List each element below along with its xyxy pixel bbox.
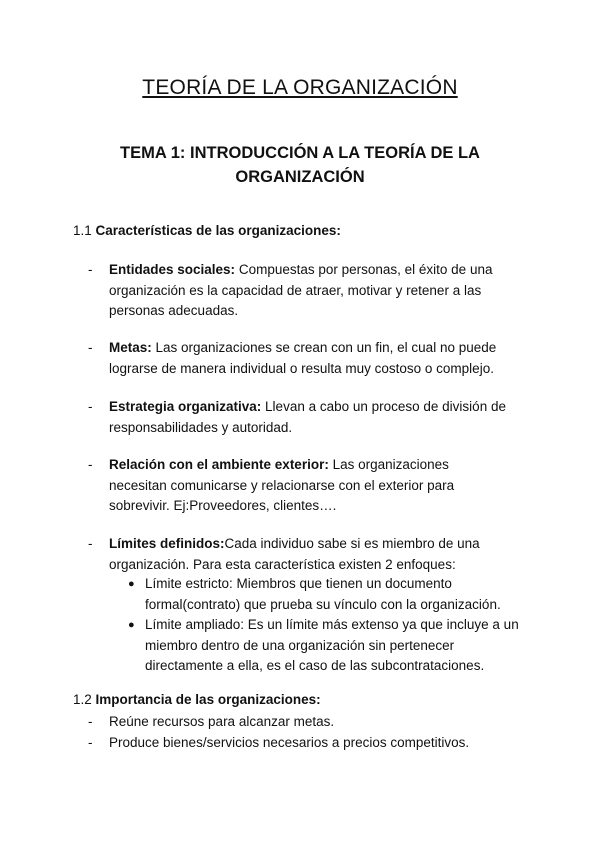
sub-item-text: Límite estricto: Miembros que tienen un documento formal(contrato) que prueba su vínculo con la organización. [145, 576, 501, 612]
dash-bullet: - [88, 457, 93, 472]
dash-bullet: - [88, 714, 93, 729]
topic-title: TEMA 1: INTRODUCCIÓN A LA TEORÍA DE LA ORGANIZACIÓN [120, 144, 480, 186]
item-text: Compuestas por personas, el éxito de una organización es la capacidad de atraer, motivar y retener a las personas adecuadas. [109, 262, 493, 318]
dash-bullet: - [88, 262, 93, 277]
item-term: Límites definidos: [109, 536, 225, 551]
section-heading-1-2 [73, 692, 321, 707]
section-number: 1.1 [73, 223, 96, 238]
section-title: Importancia de las organizaciones: [95, 692, 321, 707]
bullet-dot-icon: ● [128, 578, 135, 590]
item-text: Reúne recursos para alcanzar metas. [109, 714, 335, 729]
item-text: Llevan a cabo un proceso de división de responsabilidades y autoridad. [109, 399, 506, 435]
dash-bullet: - [88, 340, 93, 355]
item-text: Las organizaciones necesitan comunicarse y relacionarse con el exterior para sobrevivir. Ej:Proveedores, clientes…. [109, 457, 455, 513]
item-text: Cada individuo sabe si es miembro de una organización. Para esta característica existen 2 enfoques: [109, 536, 480, 572]
dash-bullet: - [88, 735, 93, 750]
dash-bullet: - [88, 399, 93, 414]
section-number: 1.2 [73, 692, 96, 707]
item-text: Produce bienes/servicios necesarios a precios competitivos. [109, 735, 470, 750]
item-term: Estrategia organizativa: [109, 399, 262, 414]
item-text: Las organizaciones se crean con un fin, el cual no puede lograrse de manera individual o resulta muy costoso o complejo. [109, 340, 497, 376]
document-title: TEORÍA DE LA ORGANIZACIÓN [142, 76, 458, 99]
dash-bullet: - [88, 536, 93, 551]
section-title: Características de las organizaciones: [95, 223, 341, 238]
item-term: Relación con el ambiente exterior: [109, 457, 329, 472]
bullet-dot-icon: ● [128, 619, 135, 631]
sub-item-text: Límite ampliado: Es un límite más extenso ya que incluye a un miembro dentro de una organización sin pertenecer directamente a ella, es el caso de las subcontrataciones. [145, 617, 519, 673]
section-heading-1-1 [73, 223, 341, 238]
item-term: Metas: [109, 340, 152, 355]
item-term: Entidades sociales: [109, 262, 236, 277]
